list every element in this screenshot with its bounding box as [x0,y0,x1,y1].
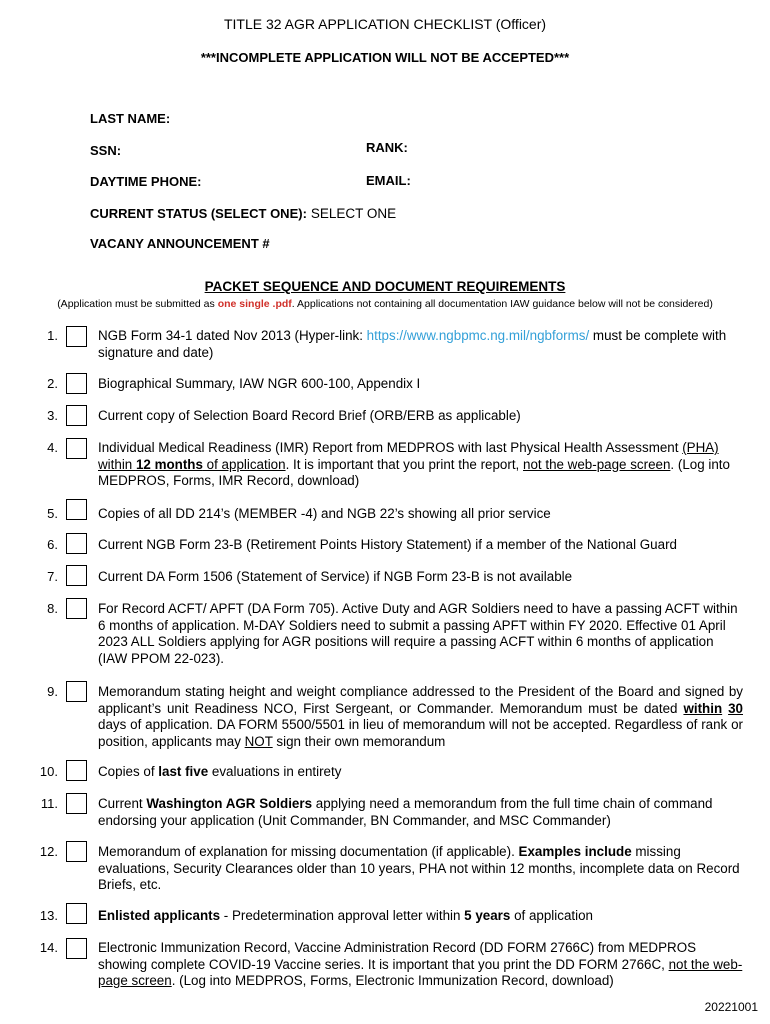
item-number: 13. [39,908,58,923]
checkbox[interactable] [66,938,87,959]
item-text: Copies of all DD 214’s (MEMBER -4) and NGB 22’s showing all prior service [98,506,551,521]
item-text: Memorandum stating height and weight compliance addressed to the President of the Board and signed by applicant’s unit Readiness NCO, First Sergeant, or Commander. Memorandum must be dated within 30 days of application. DA FORM 5500/5501 in lieu of memorandum will not be accepted. Regardless of rank or position, applicants may NOT sign their own memorandum [98,684,743,749]
item-number: 9. [47,684,58,699]
incomplete-warning: ***INCOMPLETE APPLICATION WILL NOT BE ACCEPTED*** [200,50,570,65]
checkbox[interactable] [66,681,87,702]
section-note: (Application must be submitted as one single .pdf. Applications not containing all documentation IAW guidance below will not be considered) [57,298,713,310]
checkbox[interactable] [66,326,87,347]
item-number: 2. [47,376,58,391]
checkbox[interactable] [66,373,87,394]
checkbox[interactable] [66,499,87,520]
vacancy-announcement-label: VACANY ANNOUNCEMENT # [90,236,270,251]
item-number: 3. [47,408,58,423]
email-label: EMAIL: [366,173,411,188]
revision-code: 20221001 [704,1000,758,1014]
item-number: 10. [39,764,58,779]
checkbox[interactable] [66,598,87,619]
ssn-label: SSN: [90,143,122,158]
item-number: 11. [40,796,58,811]
rank-label: RANK: [366,140,408,155]
current-status-label: CURRENT STATUS (SELECT ONE): [90,206,307,221]
checkbox[interactable] [66,793,87,814]
checkbox[interactable] [66,533,87,554]
item-number: 8. [47,601,58,616]
item-text: Current Washington AGR Soldiers applying need a memorandum from the full time chain of command endorsing your application (Unit Commander, BN Commander, and MSC Commander) [98,796,713,828]
checkbox[interactable] [66,903,87,924]
item-text: Current NGB Form 23-B (Retirement Points History Statement) if a member of the National Guard [98,537,677,552]
current-status-select[interactable]: SELECT ONE [310,206,397,221]
last-name-label: LAST NAME: [90,111,171,126]
item-text: Biographical Summary, IAW NGR 600-100, Appendix I [98,376,421,391]
current-status-field [90,206,396,221]
item-text: Enlisted applicants - Predetermination approval letter within 5 years of application [98,908,593,923]
item-number: 6. [47,537,58,552]
daytime-phone-label: DAYTIME PHONE: [90,174,202,189]
item-text: Electronic Immunization Record, Vaccine Administration Record (DD FORM 2766C) from MEDPROS showing complete COVID-19 Vaccine series. It is important that you print the DD FORM 2766C, not the web-page screen. (Log into MEDPROS, Forms, Electronic Immunization Record, download) [98,940,743,988]
checkbox[interactable] [66,841,87,862]
item-number: 7. [47,569,58,584]
item-text: For Record ACFT/ APFT (DA Form 705). Active Duty and AGR Soldiers need to have a passing ACFT within 6 months of application. M-DAY Soldiers need to submit a passing APFT within FY 2020. Effective 01 April 2023 ALL Soldiers applying for AGR positions will require a passing ACFT within 6 months of application (IAW PPOM 22-023). [98,601,738,666]
item-number: 4. [47,440,58,455]
item-text: Copies of last five evaluations in entirety [98,764,342,779]
item-text: Current copy of Selection Board Record Brief (ORB/ERB as applicable) [98,408,521,423]
document-title: TITLE 32 AGR APPLICATION CHECKLIST (Officer) [223,16,547,32]
item-text: Individual Medical Readiness (IMR) Report from MEDPROS with last Physical Health Assessment (PHA) within 12 months of application. It is important that you print the report, not the web-page screen. (Log into MEDPROS, Forms, IMR Record, download) [98,440,730,488]
checkbox[interactable] [66,760,87,781]
item-number: 12. [39,844,58,859]
item-text: Memorandum of explanation for missing documentation (if applicable). Examples include missing evaluations, Security Clearances older than 10 years, PHA not within 12 months, incomplete data on Record Briefs, etc. [98,844,740,892]
item-number: 14. [39,940,58,955]
ngb-forms-link[interactable]: https://www.ngbpmc.ng.mil/ngbforms/ [366,328,590,343]
section-title: PACKET SEQUENCE AND DOCUMENT REQUIREMENTS [204,279,566,294]
item-number: 5. [47,506,58,521]
checkbox[interactable] [66,438,87,459]
item-number: 1. [47,328,58,343]
item-text: Current DA Form 1506 (Statement of Service) if NGB Form 23-B is not available [98,569,573,584]
checkbox[interactable] [66,565,87,586]
pdf-requirement: one single .pdf [217,298,292,310]
item-text: NGB Form 34-1 dated Nov 2013 (Hyper-link: https://www.ngbpmc.ng.mil/ngbforms/ must be complete with signature and date) [98,328,727,360]
checkbox[interactable] [66,405,87,426]
